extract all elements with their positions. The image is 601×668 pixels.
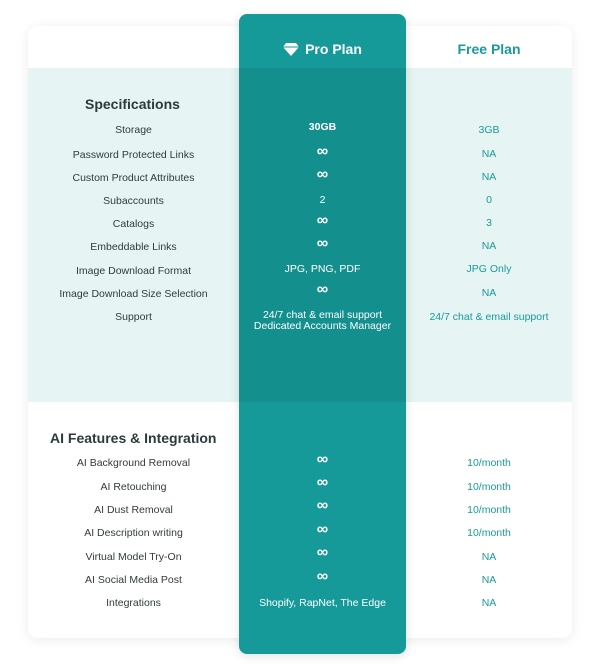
row-label: Embeddable Links <box>90 241 177 253</box>
row-pro-value: 24/7 chat & email support Dedicated Accounts Manager <box>253 309 392 332</box>
pro-plan-header <box>239 40 406 58</box>
row-label: Storage <box>115 124 152 136</box>
row-free-value: NA <box>481 171 497 183</box>
row-label: Support <box>115 311 152 323</box>
row-free-value: 10/month <box>467 527 511 539</box>
row-label: Virtual Model Try-On <box>85 551 182 563</box>
row-free-value: 10/month <box>467 457 511 469</box>
row-pro-value: ∞ <box>316 474 329 491</box>
row-pro-value: Shopify, RapNet, The Edge <box>259 597 386 609</box>
row-pro-value: ∞ <box>316 143 329 160</box>
row-pro-value: ∞ <box>316 281 329 298</box>
section-title-specifications: Specifications <box>85 96 180 112</box>
row-pro-value: ∞ <box>316 544 329 561</box>
row-label: Integrations <box>106 597 161 609</box>
row-pro-value: ∞ <box>316 521 329 538</box>
row-pro-value: JPG, PNG, PDF <box>284 263 361 275</box>
row-label: AI Retouching <box>100 481 167 493</box>
row-pro-value: ∞ <box>316 166 329 183</box>
row-label: Custom Product Attributes <box>72 172 195 184</box>
row-label: AI Social Media Post <box>85 574 182 586</box>
row-label: AI Description writing <box>84 527 183 539</box>
row-free-value: JPG Only <box>466 263 512 275</box>
row-pro-value: ∞ <box>316 212 329 229</box>
row-free-value: NA <box>481 574 497 586</box>
row-pro-value: ∞ <box>316 497 329 514</box>
row-free-value: NA <box>481 287 497 299</box>
row-pro-value: 30GB <box>308 121 337 133</box>
row-label: Password Protected Links <box>72 149 195 161</box>
row-pro-value: 2 <box>319 194 326 206</box>
row-label: AI Dust Removal <box>94 504 173 516</box>
row-free-value: 10/month <box>467 481 511 493</box>
diamond-icon <box>283 43 299 56</box>
row-free-value: NA <box>481 148 497 160</box>
free-plan-title: Free Plan <box>457 41 521 57</box>
row-free-value: 24/7 chat & email support <box>429 311 549 323</box>
row-free-value: 10/month <box>467 504 511 516</box>
row-free-value: 0 <box>486 194 492 206</box>
section-title-ai-features: AI Features & Integration <box>50 430 217 446</box>
row-label: Catalogs <box>112 218 155 230</box>
row-free-value: NA <box>481 551 497 563</box>
row-free-value: NA <box>481 597 497 609</box>
row-free-value: 3GB <box>478 124 500 136</box>
row-free-value: NA <box>481 240 497 252</box>
row-pro-value: ∞ <box>316 568 329 585</box>
row-free-value: 3 <box>486 217 492 229</box>
row-label: Image Download Size Selection <box>59 288 208 300</box>
row-pro-value: ∞ <box>316 451 329 468</box>
row-label: Subaccounts <box>103 195 164 207</box>
row-label: Image Download Format <box>76 265 191 277</box>
row-pro-value: ∞ <box>316 235 329 252</box>
row-label: AI Background Removal <box>76 457 191 469</box>
pro-plan-title: Pro Plan <box>305 41 362 57</box>
